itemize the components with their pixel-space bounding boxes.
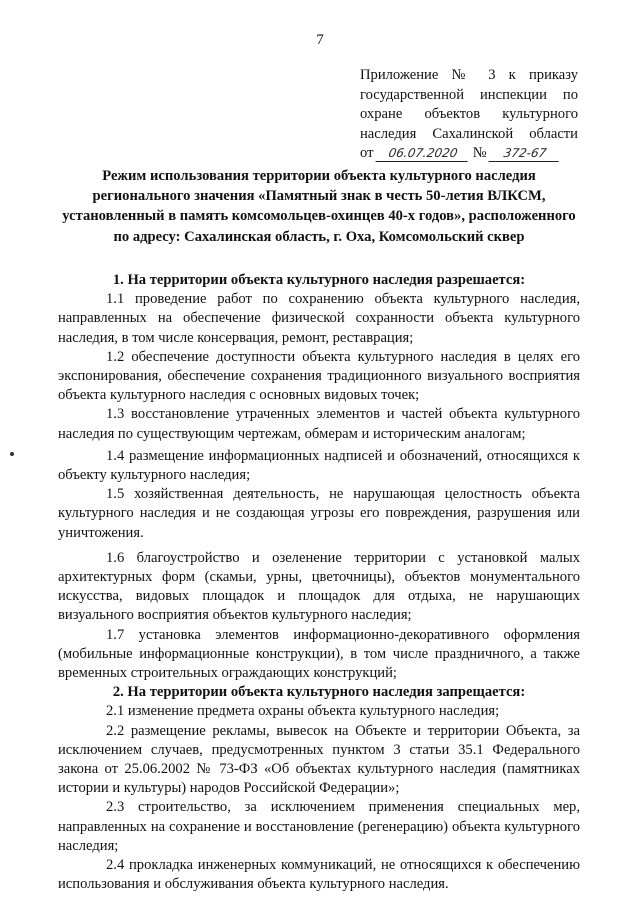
handwritten-date: 06.07.2020 [376, 145, 471, 162]
number-sign: № [472, 145, 487, 161]
paragraph-1-2: 1.2 обеспечение доступности объекта культурного наследия в целях его экспонирования, обеспечение сохранения традиционного визуального восприятия объекта культурного наследия с основных видовых точек; [58, 348, 580, 404]
appendix-line: государственной инспекции по [360, 86, 578, 103]
appendix-line: наследия Сахалинской области [360, 125, 578, 142]
paragraph-1-1: 1.1 проведение работ по сохранению объекта культурного наследия, направленных на обеспечение физической сохранности объекта культурного наследия, в том числе консервация, ремонт, реставрация; [58, 291, 580, 346]
paragraph-2-1: 2.1 изменение предмета охраны объекта культурного наследия; [106, 703, 500, 720]
scan-speck [10, 452, 14, 456]
paragraph-2-2: 2.2 размещение рекламы, вывесок на Объекте и территории Объекта, за исключением случаев, предусмотренных пунктом 3 статьи 35.1 Федерального закона от 25.06.2002 № 73-ФЗ «Об объектах культурного наследия (памятниках истории и культуры) народов Российской Федерации»; [58, 722, 580, 797]
appendix-line: Приложение № 3 к приказу [360, 67, 578, 83]
paragraph-1-5: 1.5 хозяйственная деятельность, не нарушающая целостность объекта культурного наследия и не создающая угрозы его повреждения, разрушения или уничтожения. [58, 486, 580, 541]
appendix-line: охране объектов культурного [360, 106, 578, 122]
paragraph-1-4: 1.4 размещение информационных надписей и обозначений, относящихся к объекту культурного наследия; [58, 447, 580, 484]
handwritten-number: 372-67 [489, 145, 562, 162]
section-2-heading: 2. На территории объекта культурного наследия запрещается: [112, 684, 526, 701]
paragraph-2-4: 2.4 прокладка инженерных коммуникаций, не относящихся к обеспечению использования и обслуживания объекта культурного наследия. [58, 857, 580, 893]
paragraph-1-6: 1.6 благоустройство и озеленение территории с установкой малых архитектурных форм (скамьи, урны, цветочницы), объектов монументального искусства, видовых площадок и площадок для отдыха, не нарушающих визуального восприятия объектов культурного наследия; [58, 549, 580, 624]
paragraph-1-7: 1.7 установка элементов информационно-декоративного оформления (мобильные информационные конструкции), в том числе праздничного, а также временных строительных ограждающих конструкций; [58, 626, 580, 682]
document-title: Режим использования территории объекта культурного наследия регионального значения «Памятный знак в честь 50-летия ВЛКСМ, установленный в память комсомольцев-охинцев 40-х годов», расположенного по адресу: Сахалинская область, г. Оха, Комсомольский сквер [62, 168, 576, 245]
appendix-date-line [360, 144, 578, 164]
document-body [58, 271, 580, 895]
paragraph-2-3: 2.3 строительство, за исключением применения специальных мер, направленных на сохранение и восстановление (регенерацию) объекта культурного наследия; [58, 799, 580, 854]
appendix-block [360, 66, 578, 164]
paragraph-1-3: 1.3 восстановление утраченных элементов и частей объекта культурного наследия по существующим чертежам, обмерам и историческим аналогам; [58, 406, 580, 442]
page-number: 7 [316, 32, 324, 48]
section-1-heading: 1. На территории объекта культурного наследия разрешается: [112, 272, 526, 288]
date-prefix: от [360, 145, 374, 161]
